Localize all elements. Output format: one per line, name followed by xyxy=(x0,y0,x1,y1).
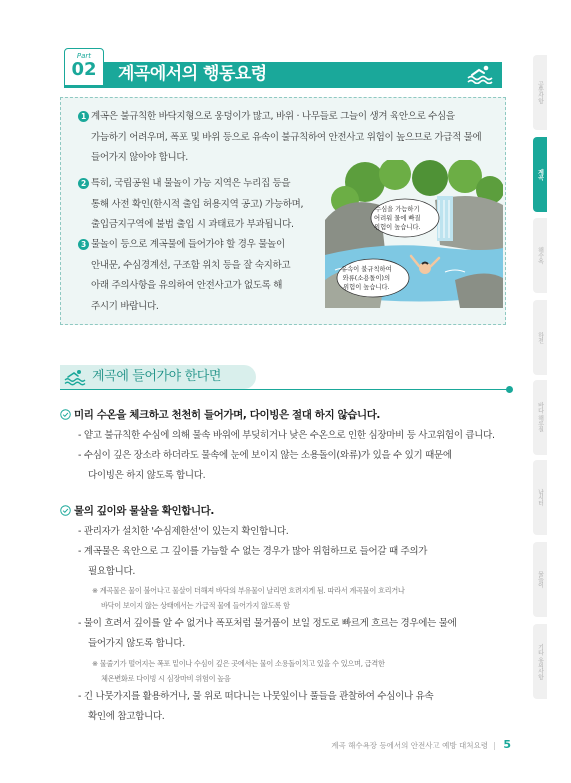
footer-title: 계곡 해수욕장 등에서의 안전사고 예방 대처요령 xyxy=(331,741,489,750)
bullet-line: - 수심이 깊은 장소라 하더라도 물속에 눈에 보이지 않는 소용돌이(와류)가 있을 수 있기 때문에 xyxy=(78,450,452,461)
item2-bullet-1 xyxy=(78,522,498,542)
item2-bullet-4 xyxy=(78,687,498,727)
side-tab-4[interactable]: 하천 xyxy=(533,300,547,375)
wave-swimmer-icon xyxy=(64,368,86,386)
item2-bullet-2 xyxy=(78,542,498,582)
bubble2-line1: 유속이 불규칙하여 xyxy=(341,266,392,273)
bullet-line: - 관리자가 설치한 '수심제한선'이 있는지 확인합니다. xyxy=(78,526,289,537)
item1-bullet-1 xyxy=(78,426,498,446)
intro-p1-line2: 가늠하기 어려우며, 폭포 및 바위 등으로 유속이 불규칙하여 안전사고 위험이 높으므로 가급적 물에 xyxy=(91,131,482,143)
side-tab-1[interactable]: 공통사항 xyxy=(533,55,547,130)
intro-p3-line3: 아래 주의사항을 유의하여 안전사고가 없도록 해 xyxy=(91,280,283,291)
speech-bubble-depth xyxy=(374,205,421,232)
note-line: 바닥이 보이지 않는 상태에서는 가급적 물에 들어가지 않도록 함 xyxy=(101,601,290,610)
bullet-line: - 계곡물은 육안으로 그 깊이를 가늠할 수 없는 경우가 많아 위험하므로 들어갈 때 주의가 xyxy=(78,546,428,557)
part-label: Part xyxy=(76,52,92,60)
part-number: 02 xyxy=(71,59,97,80)
bullet-line: 확인에 참고합니다. xyxy=(88,711,165,722)
note-line: ※ 계곡물은 물이 불어나고 물살이 더해져 바닥의 부유물이 날리면 흐려지게 됨. 따라서 계곡물이 흐리거나 xyxy=(92,586,405,595)
intro-p2-line2: 통해 사전 확인(한시적 출입 허용지역 공고) 가능하며, xyxy=(91,198,304,210)
item2-bullet-3 xyxy=(78,614,498,654)
item2-note-2 xyxy=(92,656,385,686)
number-badge: 2 xyxy=(78,178,89,189)
check-circle-icon xyxy=(60,505,71,516)
intro-p2-line1: 특히, 국립공원 내 물놀이 가능 지역은 누리집 등을 xyxy=(91,178,291,189)
bubble2-line2: 와류(소용돌이)의 xyxy=(342,275,391,282)
bullet-line: 들어가지 않도록 합니다. xyxy=(88,638,185,649)
intro-p1-line1: 계곡은 불규칙한 바닥지형으로 웅덩이가 많고, 바위 · 나무들로 그늘이 생겨 육안으로 수심을 xyxy=(91,111,455,122)
item-heading-2-text: 물의 깊이와 물살을 확인합니다. xyxy=(74,505,215,517)
side-tab-7[interactable]: 물놀이 xyxy=(533,542,547,617)
section-divider-dot xyxy=(506,386,513,393)
intro-p3-line4: 주시기 바랍니다. xyxy=(91,300,159,312)
note-line: ※ 물줄기가 떨어지는 폭포 밑이나 수심이 깊은 곳에서는 물이 소용돌이치고 있을 수 있으며, 급격한 xyxy=(92,659,385,668)
page-number: 5 xyxy=(503,738,511,751)
page-footer xyxy=(331,738,511,751)
side-tab-2[interactable]: 계곡 xyxy=(533,137,547,212)
part-badge xyxy=(64,48,104,86)
page-title: 계곡에서의 행동요령 xyxy=(118,64,267,84)
side-tab-3[interactable]: 해수욕 xyxy=(533,218,547,293)
intro-p2-line3: 출입금지구역에 불법 출입 시 과태료가 부과됩니다. xyxy=(91,219,294,230)
note-line: 체온변화로 다이빙 시 심장마비 위험이 높음 xyxy=(101,674,231,683)
bubble2-line3: 위험이 높습니다. xyxy=(343,284,390,291)
item2-note-1 xyxy=(92,583,405,613)
intro-p3-line1: 물놀이 등으로 계곡물에 들어가야 할 경우 물놀이 xyxy=(91,239,285,250)
side-tab-8[interactable]: 기타 유의사항 xyxy=(533,624,547,699)
number-badge: 3 xyxy=(78,239,89,250)
bullet-line: - 얕고 불규칙한 수심에 의해 물속 바위에 부딪히거나 낮은 수온으로 인한 심장마비 등 사고위험이 큽니다. xyxy=(78,430,495,441)
bullet-line: 필요합니다. xyxy=(88,566,136,577)
bullet-line: - 긴 나뭇가지를 활용하거나, 물 위로 떠다니는 나뭇잎이나 풀들을 관찰하여 수심이나 유속 xyxy=(78,691,434,702)
intro-paragraph-2 xyxy=(78,174,303,236)
bullet-line: 다이빙은 하지 않도록 합니다. xyxy=(88,470,206,481)
side-tab-6[interactable]: 낚시터 xyxy=(533,460,547,535)
item-heading-1 xyxy=(60,407,380,422)
title-underline xyxy=(64,86,502,88)
side-tab-5[interactable]: 바다 해루질 xyxy=(533,380,547,455)
bubble1-line1: 수심을 가늠하기 xyxy=(375,206,420,213)
item1-bullet-2 xyxy=(78,446,498,486)
intro-paragraph-3 xyxy=(78,235,290,317)
bubble1-line2: 어려워 물에 빠질 xyxy=(374,215,421,222)
number-badge: 1 xyxy=(78,111,89,122)
intro-p1-line3: 들어가지 않아야 합니다. xyxy=(91,152,188,163)
swimmer-icon xyxy=(466,64,496,84)
section-divider xyxy=(60,389,510,390)
bullet-line: - 물이 흐려서 깊이를 알 수 없거나 폭포처럼 물거품이 보일 정도로 빠르게 흐르는 경우에는 물에 xyxy=(78,618,457,629)
intro-p3-line2: 안내문, 수심경계선, 구조함 위치 등을 잘 숙지하고 xyxy=(91,259,291,271)
check-circle-icon xyxy=(60,409,71,420)
bubble1-line3: 위험이 높습니다. xyxy=(374,224,421,231)
item-heading-2 xyxy=(60,503,214,518)
speech-bubble-current xyxy=(341,265,392,292)
section-title: 계곡에 들어가야 한다면 xyxy=(92,369,222,384)
item-heading-1-text: 미리 수온을 체크하고 천천히 들어가며, 다이빙은 절대 하지 않습니다. xyxy=(74,409,381,421)
footer-separator: | xyxy=(493,741,496,750)
